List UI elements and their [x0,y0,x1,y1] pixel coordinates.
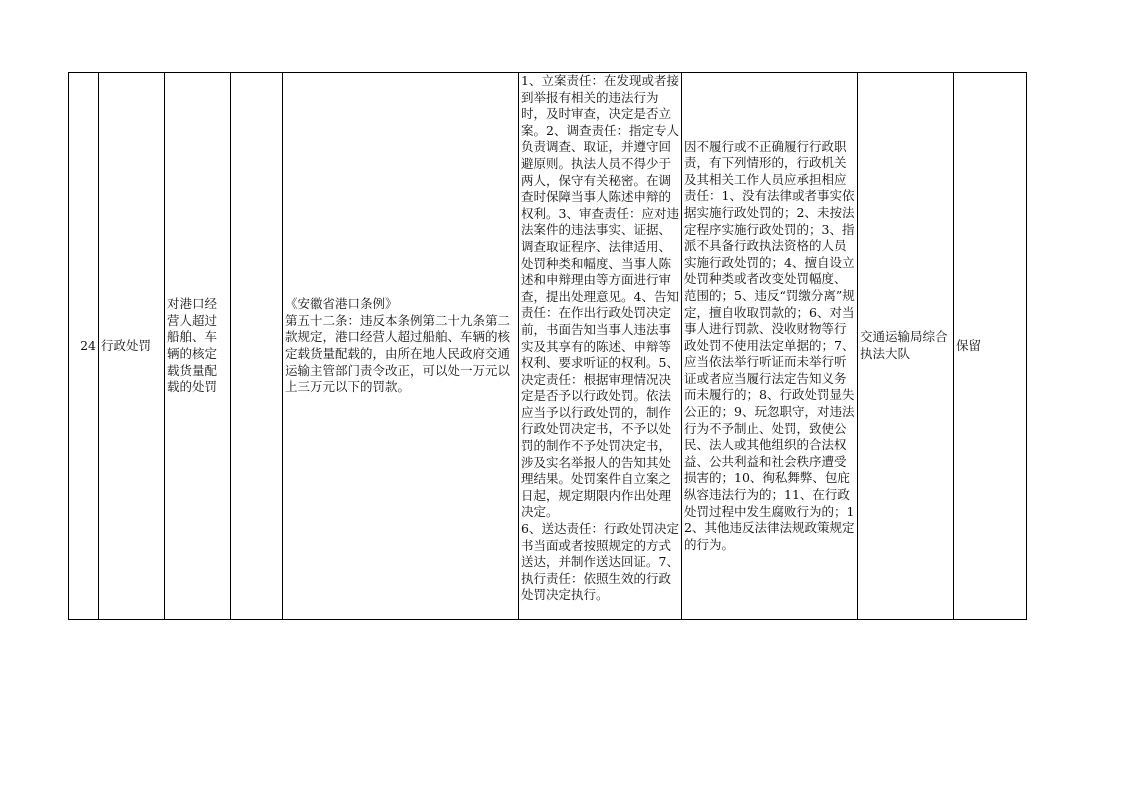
table-row [69,73,1027,620]
power-list-table [68,72,1027,620]
row-number: 24 [69,73,99,620]
legal-basis-text: 第五十二条：违反本条例第二十九条第二款规定，港口经营人超过船舶、车辆的核定载货量配载的，由所在地人民政府交通运输主管部门责令改正，可以处一万元以上三万元以下的罚款。 [285,312,511,395]
responsible-department: 交通运输局综合执法大队 [858,73,954,620]
legal-basis-title: 《安徽省港口条例》 [285,296,398,312]
responsibility-text-part2: 6、送达责任：行政处罚决定书当面或者按照规定的方式送达，并制作送达回证。7、执行责任：依照生效的行政处罚决定执行。 [521,521,679,603]
power-category: 行政处罚 [99,73,165,620]
liability-text: 因不履行或不正确履行行政职责，有下列情形的，行政机关及其相关工作人员应承担相应责任：1、没有法律或者事实依据实施行政处罚的；2、未按法定程序实施行政处罚的；3、指派不具备行政执法资格的人员实施行政处罚的；4、擅自设立处罚种类或者改变处罚幅度、范围的；5、违反“罚缴分离”规定，擅自收取罚款的；6、对当事人进行罚款、没收财物等行政处罚不使用法定单据的；7、应当依法举行听证而未举行听证或者应当履行法定告知义务而未履行的；8、行政处罚显失公正的；9、玩忽职守，对违法行为不予制止、处罚，致使公民、法人或其他组织的合法权益、公共利益和社会秩序遭受损害的；10、徇私舞弊、包庇纵容违法行为的；11、在行政处罚过程中发生腐败行为的；12、其他违反法律法规政策规定的行为。 [682,73,858,620]
remark: 保留 [954,73,1027,620]
responsibility-text-part1: 1、立案责任：在发现或者接到举报有相关的违法行为时，及时审查，决定是否立案。2、调查责任：指定专人负责调查、取证，并遵守回避原则。执法人员不得少于两人，保守有关秘密。在调查时保障当事人陈述申辩的权利。3、审查责任：应对违法案件的违法事实、证据、调查取证程序、法律适用、处罚种类和幅度、当事人陈述和申辩理由等方面进行审查，提出处理意见。4、告知责任：在作出行政处罚决定前，书面告知当事人违法事实及其享有的陈述、申辩等权利、要求听证的权利。5、决定责任：根据审理情况决定是否予以行政处罚。依法应当予以行政处罚的，制作行政处罚决定书，不予以处罚的制作不予处罚决定书，涉及实名举报人的告知其处理结果。处罚案件自立案之日起，规定期限内作出处理决定。 [521,73,679,520]
sub-item-cell [231,73,283,620]
responsibility-cell [519,73,682,620]
power-item-name: 对港口经营人超过船舶、车辆的核定载货量配载的处罚 [165,73,231,620]
legal-basis [283,73,519,620]
